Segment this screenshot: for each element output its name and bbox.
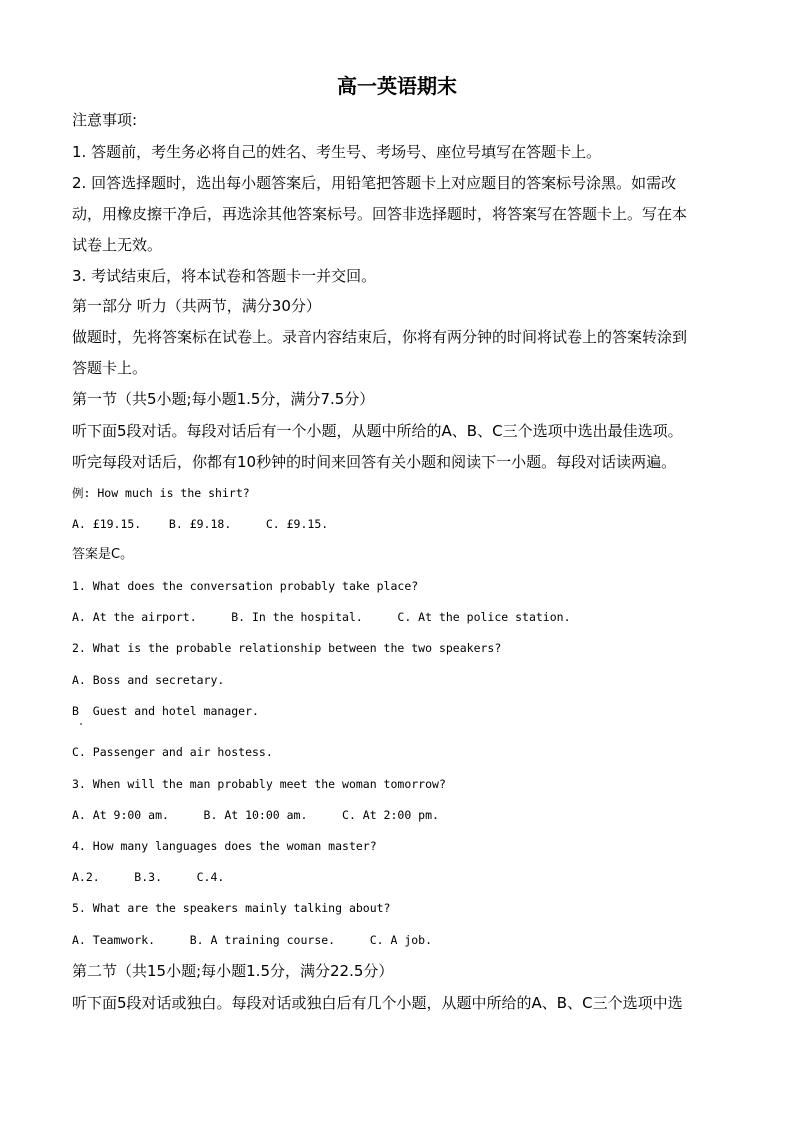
question-4-options: A.2. B.3. C.4. bbox=[72, 870, 225, 884]
notice-line: 2. 回答选择题时，选出每小题答案后，用铅笔把答题卡上对应题目的答案标号涂黑。如需改 bbox=[72, 174, 677, 192]
notice-line: 3. 考试结束后，将本试卷和答题卡一并交回。 bbox=[72, 267, 377, 285]
question-5-options: A. Teamwork. B. A training course. C. A job. bbox=[72, 933, 433, 947]
part1-desc-line: 答题卡上。 bbox=[72, 359, 148, 377]
section2-desc-line: 听下面5段对话或独白。每段对话或独白后有几个小题，从题中所给的A、B、C三个选项中选 bbox=[72, 994, 683, 1012]
notice-line: 试卷上无效。 bbox=[72, 236, 163, 254]
part1-desc-line: 做题时，先将答案标在试卷上。录音内容结束后，你将有两分钟的时间将试卷上的答案转涂到 bbox=[72, 328, 688, 346]
notice-line: 1. 答题前，考生务必将自己的姓名、考生号、考场号、座位号填写在答题卡上。 bbox=[72, 143, 602, 161]
question-2-option-a: A. Boss and secretary. bbox=[72, 673, 225, 687]
question-2: 2. What is the probable relationship between the two speakers? bbox=[72, 641, 502, 655]
notice-line: 动，用橡皮擦干净后，再选涂其他答案标号。回答非选择题时，将答案写在答题卡上。写在本 bbox=[72, 205, 688, 223]
question-2-option-b: B Guest and hotel manager. bbox=[72, 704, 259, 718]
section1-desc-line: 听完每段对话后，你都有10秒钟的时间来回答有关小题和阅读下一小题。每段对话读两遍。 bbox=[72, 453, 677, 471]
notice-heading: 注意事项: bbox=[72, 111, 138, 129]
question-5: 5. What are the speakers mainly talking about? bbox=[72, 901, 391, 915]
question-1-options: A. At the airport. B. In the hospital. C. At the police station. bbox=[72, 610, 571, 624]
example-answer: 答案是C。 bbox=[72, 547, 134, 562]
question-1: 1. What does the conversation probably take place? bbox=[72, 579, 419, 593]
part1-heading: 第一部分 听力（共两节，满分30分） bbox=[72, 297, 321, 315]
example-options: A. £19.15. B. £9.18. C. £9.15. bbox=[72, 517, 329, 531]
section1-heading: 第一节（共5小题;每小题1.5分，满分7.5分） bbox=[72, 390, 375, 408]
question-3-options: A. At 9:00 am. B. At 10:00 am. C. At 2:00 pm. bbox=[72, 808, 439, 822]
stray-mark bbox=[80, 723, 82, 725]
page-title: 高一英语期末 bbox=[337, 74, 457, 98]
question-2-option-c: C. Passenger and air hostess. bbox=[72, 745, 273, 759]
question-3: 3. When will the man probably meet the woman tomorrow? bbox=[72, 777, 446, 791]
question-4: 4. How many languages does the woman master? bbox=[72, 839, 377, 853]
section1-desc-line: 听下面5段对话。每段对话后有一个小题，从题中所给的A、B、C三个选项中选出最佳选项。 bbox=[72, 422, 683, 440]
section2-heading: 第二节（共15小题;每小题1.5分，满分22.5分） bbox=[72, 962, 394, 980]
example-question: 例: How much is the shirt? bbox=[72, 486, 250, 500]
